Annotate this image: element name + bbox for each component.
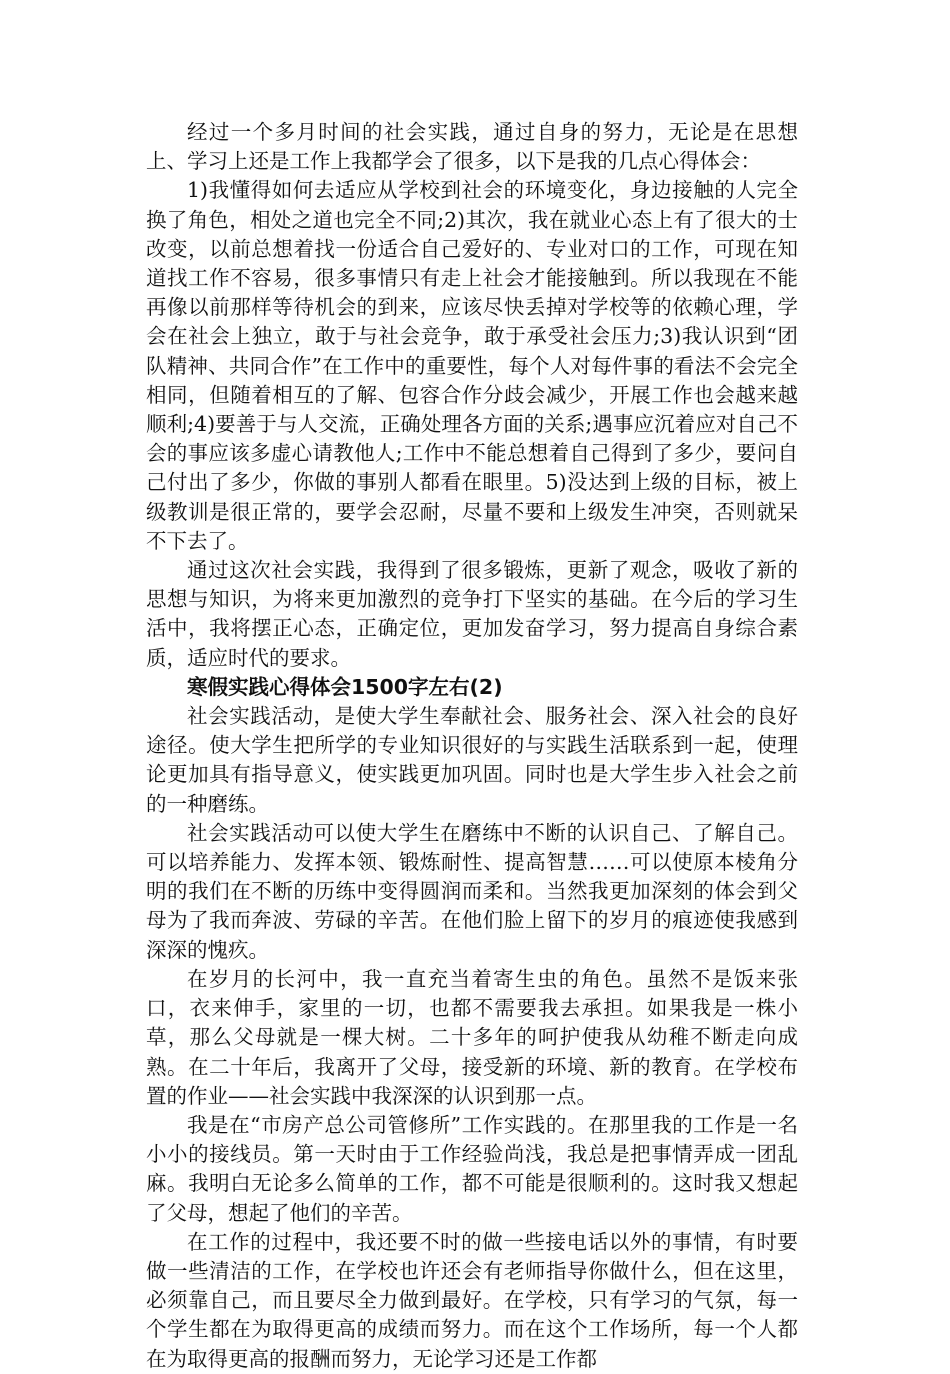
paragraph: 在岁月的长河中，我一直充当着寄生虫的角色。虽然不是饭来张口，衣来伸手，家里的一切，也都不需要我去承担。如果我是一株小草，那么父母就是一棵大树。二十多年的呵护使我从幼稚不断走向成熟。在二十年后，我离开了父母，接受新的环境、新的教育。在学校布置的作业——社会实践中我深深的认识到那一点。	[146, 966, 798, 1108]
paragraph: 经过一个多月时间的社会实践，通过自身的努力，无论是在思想上、学习上还是工作上我都学会了很多，以下是我的几点心得体会：	[146, 120, 798, 174]
paragraph: 通过这次社会实践，我得到了很多锻炼，更新了观念，吸收了新的思想与知识，为将来更加激烈的竞争打下坚实的基础。在今后的学习生活中，我将摆正心态，正确定位，更加发奋学习，努力提高自身综合素质，适应时代的要求。	[146, 558, 798, 670]
paragraph: 在工作的过程中，我还要不时的做一些接电话以外的事情，有时要做一些清洁的工作，在学校也许还会有老师指导你做什么，但在这里，必须靠自己，而且要尽全力做到最好。在学校，只有学习的气氛，每一个学生都在为取得更高的成绩而努力。而在这个工作场所，每一个人都在为取得更高的报酬而努力，无论学习还是工作都	[146, 1229, 798, 1371]
section-heading: 寒假实践心得体会1500字左右(2)	[187, 674, 503, 699]
paragraph: 社会实践活动可以使大学生在磨练中不断的认识自己、了解自己。可以培养能力、发挥本领、锻炼耐性、提高智慧……可以使原本棱角分明的我们在不断的历练中变得圆润而柔和。当然我更加深刻的体会到父母为了我而奔波、劳碌的辛苦。在他们脸上留下的岁月的痕迹使我感到深深的愧疚。	[146, 820, 798, 962]
paragraph: 1)我懂得如何去适应从学校到社会的环境变化，身边接触的人完全换了角色，相处之道也完全不同;2)其次，我在就业心态上有了很大的士改变，以前总想着找一份适合自己爱好的、专业对口的工作，可现在知道找工作不容易，很多事情只有走上社会才能接触到。所以我现在不能再像以前那样等待机会的到来，应该尽快丢掉对学校等的依赖心理，学会在社会上独立，敢于与社会竞争，敢于承受社会压力;3)我认识到“团队精神、共同合作”在工作中的重要性，每个人对每件事的看法不会完全相同，但随着相互的了解、包容合作分歧会减少，开展工作也会越来越顺利;4)要善于与人交流，正确处理各方面的关系;遇事应沉着应对自己不会的事应该多虚心请教他人;工作中不能总想着自己得到了多少，要问自己付出了多少，你做的事别人都看在眼里。5)没达到上级的目标，被上级教训是很正常的，要学会忍耐，尽量不要和上级发生冲突，否则就呆不下去了。	[146, 178, 798, 553]
paragraph: 我是在“市房产总公司管修所”工作实践的。在那里我的工作是一名小小的接线员。第一天时由于工作经验尚浅，我总是把事情弄成一团乱麻。我明白无论多么简单的工作，都不可能是很顺利的。这时我又想起了父母，想起了他们的辛苦。	[146, 1112, 798, 1225]
document-body	[146, 118, 798, 1374]
paragraph: 社会实践活动，是使大学生奉献社会、服务社会、深入社会的良好途径。使大学生把所学的专业知识很好的与实践生活联系到一起，使理论更加具有指导意义，使实践更加巩固。同时也是大学生步入社会之前的一种磨练。	[146, 704, 798, 816]
